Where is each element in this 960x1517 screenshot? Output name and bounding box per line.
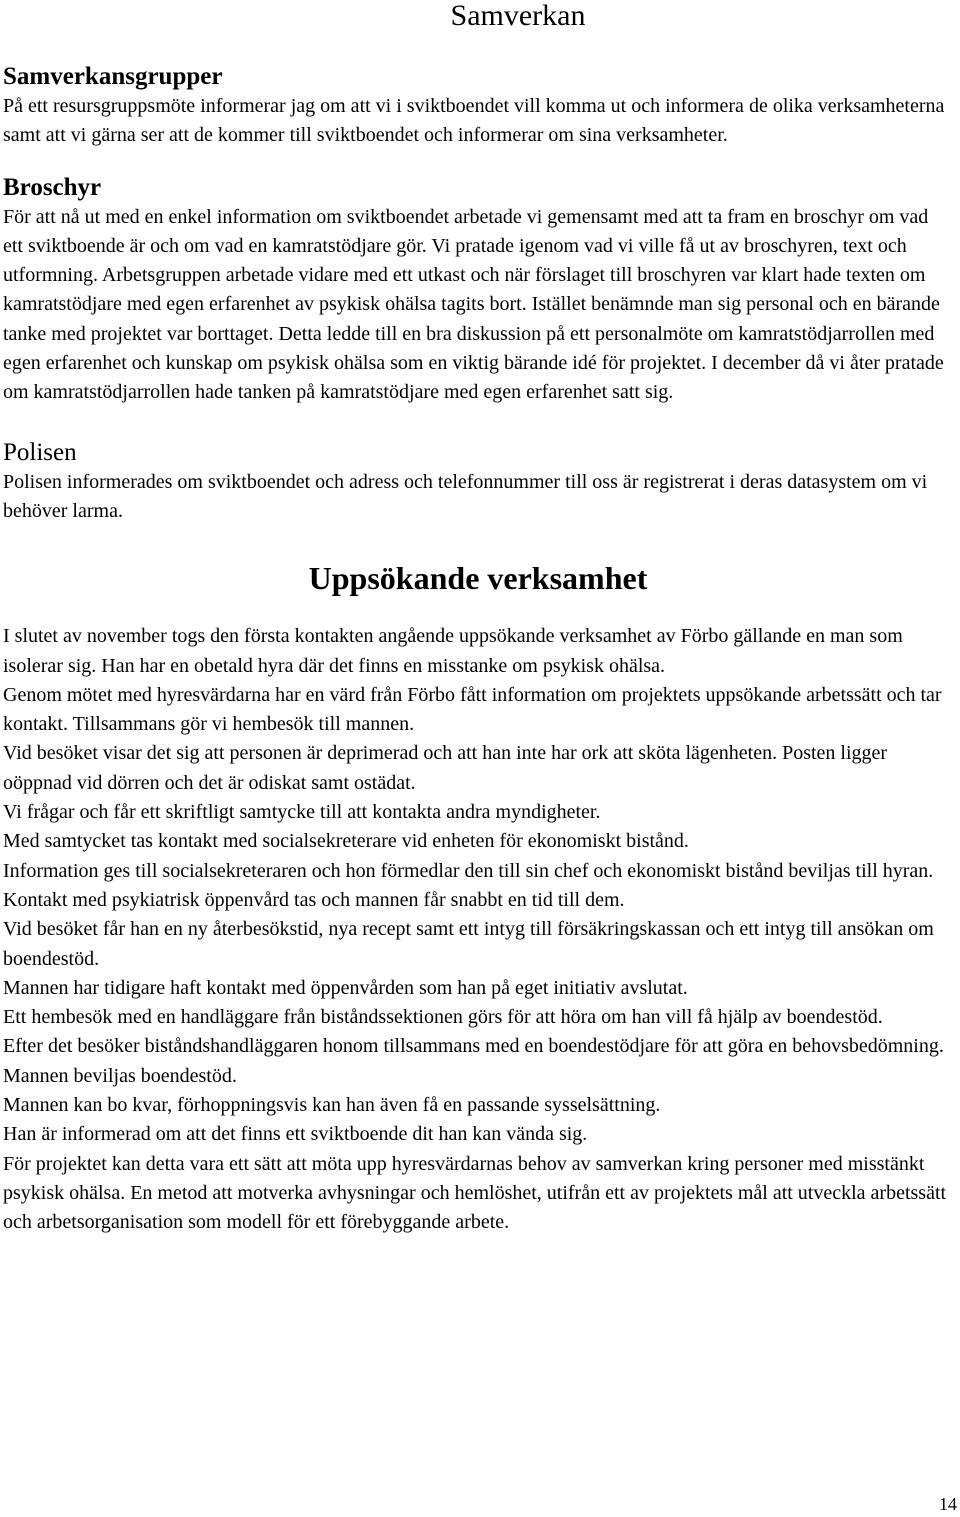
section-heading: Broschyr — [3, 173, 102, 201]
paragraph: Han är informerad om att det finns ett sviktboende dit han kan vända sig. — [3, 1123, 588, 1146]
paragraph: Kontakt med psykiatrisk öppenvård tas och mannen får snabbt en tid till dem. — [3, 888, 625, 911]
paragraph-list — [3, 622, 953, 1237]
paragraph: Vid besöket visar det sig att personen är deprimerad och att han inte har ork att sköta lägenheten. Posten ligger oöppnad vid dörren och det är odiskat samt ostädat. — [3, 742, 888, 794]
paragraph: Med samtycket tas kontakt med socialsekreterare vid enheten för ekonomiskt bistånd. — [3, 830, 689, 853]
section-samverkansgrupper — [3, 62, 953, 151]
section-heading: Samverkansgrupper — [3, 63, 223, 90]
section-broschyr — [3, 173, 953, 408]
page-title: Samverkan — [450, 0, 586, 32]
paragraph: Mannen har tidigare haft kontakt med öppenvården som han på eget initiativ avslutat. — [3, 976, 688, 999]
document-page — [3, 0, 953, 1238]
paragraph: Vid besöket får han en ny återbesökstid, nya recept samt ett intyg till försäkringskassan och ett intyg till ansökan om boendestöd. — [3, 918, 934, 970]
paragraph: I slutet av november togs den första kontakten angående uppsökande verksamhet av Förbo gällande en man som isolerar sig. Han har en obetald hyra där det finns en misstanke om psykisk ohälsa. — [3, 625, 903, 677]
paragraph: Mannen kan bo kvar, förhoppningsvis kan han även få en passande sysselsättning. — [3, 1094, 661, 1117]
section-uppsokande-verksamhet — [3, 560, 953, 1237]
paragraph: Polisen informerades om sviktboendet och adress och telefonnummer till oss är registrerat i deras datasystem om vi behöver larma. — [3, 470, 928, 522]
paragraph: Ett hembesök med en handläggare från biståndssektionen görs för att höra om han vill få hjälp av boendestöd. — [3, 1006, 883, 1029]
paragraph: Efter det besöker biståndshandläggaren honom tillsammans med en boendestödjare för att göra en behovsbedömning. Mannen beviljas boendestöd. — [3, 1035, 944, 1087]
section-heading: Polisen — [3, 438, 77, 466]
page-number: 14 — [939, 1494, 957, 1514]
paragraph: För att nå ut med en enkel information om sviktboendet arbetade vi gemensamt med att ta fram en broschyr om vad ett sviktboende är och om vad en kamratstödjare gör. Vi pratade igenom vad vi ville få ut av broschyren, text och utformning. Arbetsgruppen arbetade vidare med ett utkast och när förslaget till broschyren var klart hade texten om kamratstödjare med egen erfarenhet av psykisk ohälsa tagits bort. Istället benämnde man sig personal och en bärande tanke med projektet var borttaget. Detta ledde till en bra diskussion på ett personalmöte om kamratstödjarrollen med egen erfarenhet och kunskap om psykisk ohälsa som en viktig bärande idé för projektet. I december då vi åter pratade om kamratstödjarrollen hade tanken på kamratstödjare med egen erfarenhet satt sig. — [3, 205, 944, 404]
section-polisen — [3, 438, 953, 527]
paragraph: Vi frågar och får ett skriftligt samtycke till att kontakta andra myndigheter. — [3, 801, 601, 824]
paragraph: Information ges till socialsekreteraren och hon förmedlar den till sin chef och ekonomiskt bistånd beviljas till hyran. — [3, 859, 934, 882]
section-heading: Uppsökande verksamhet — [308, 560, 648, 597]
paragraph: På ett resursgruppsmöte informerar jag om att vi i sviktboendet vill komma ut och informera de olika verksamheterna samt att vi gärna ser att de kommer till sviktboendet och informerar om sina verksamheter. — [3, 95, 945, 147]
paragraph: Genom mötet med hyresvärdarna har en värd från Förbo fått information om projektets uppsökande arbetssätt och tar kontakt. Tillsammans gör vi hembesök till mannen. — [3, 683, 942, 736]
paragraph: För projektet kan detta vara ett sätt att möta upp hyresvärdarnas behov av samverkan kring personer med misstänkt psykisk ohälsa. En metod att motverka avhysningar och hemlöshet, utifrån ett av projektets mål att utveckla arbetssätt och arbetsorganisation som modell för ett förebyggande arbete. — [3, 1152, 947, 1234]
